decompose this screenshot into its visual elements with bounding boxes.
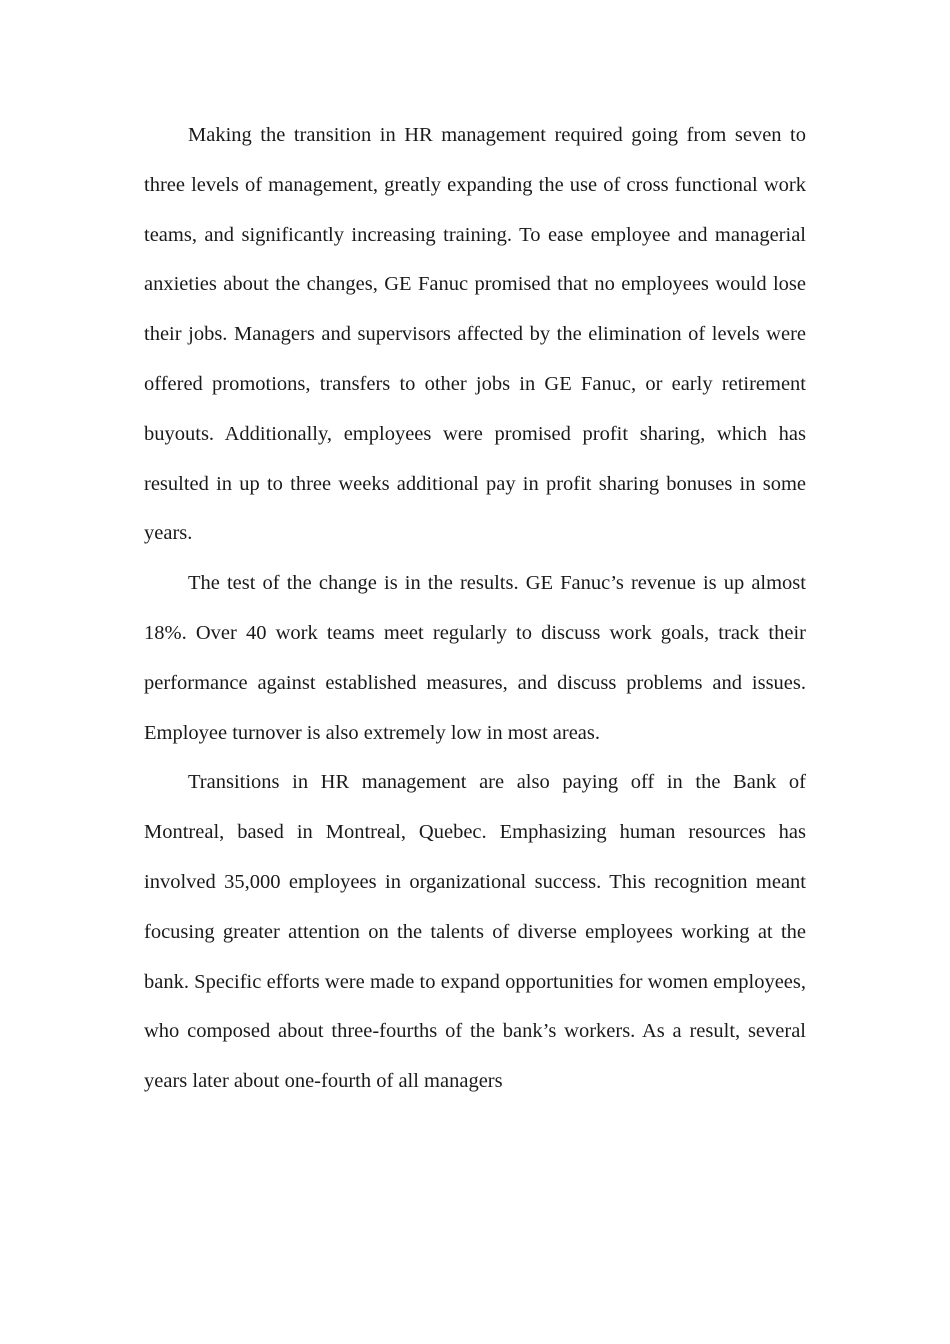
body-text <box>144 111 806 1107</box>
paragraph-ge-fanuc-results: The test of the change is in the results. GE Fanuc’s revenue is up almost 18%. Over 40 work teams meet regularly to discuss work goals, track their performance against established measures, and discuss problems and issues. Employee turnover is also extremely low in most areas. <box>144 572 806 744</box>
paragraph-ge-fanuc-transition: Making the transition in HR management required going from seven to three levels of management, greatly expanding the use of cross functional work teams, and significantly increasing training. To ease employee and managerial anxieties about the changes, GE Fanuc promised that no employees would lose their jobs. Managers and supervisors affected by the elimination of levels were offered promotions, transfers to other jobs in GE Fanuc, or early retirement buyouts. Additionally, employees were promised profit sharing, which has resulted in up to three weeks additional pay in profit sharing bonuses in some years. <box>144 124 806 545</box>
paragraph-bank-of-montreal: Transitions in HR management are also paying off in the Bank of Montreal, based in Montreal, Quebec. Emphasizing human resources has involved 35,000 employees in organizational success. This recognition meant focusing greater attention on the talents of diverse employees working at the bank. Specific efforts were made to expand opportunities for women employees, who composed about three-fourths of the bank’s workers. As a result, several years later about one-fourth of all managers <box>144 771 806 1093</box>
